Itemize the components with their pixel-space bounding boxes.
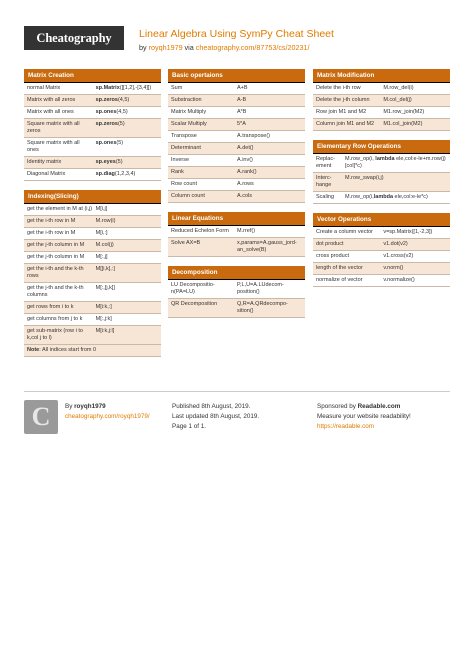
updated-date: Last updated 8th August, 2019. xyxy=(172,413,260,420)
row-value: M.col(j) xyxy=(95,242,114,248)
row-value: M1.col_join(M2) xyxy=(383,121,423,127)
column-3 xyxy=(313,69,450,296)
row-key: Reduced Echelon Form xyxy=(171,228,229,234)
row-key: LU Decompositio-n(PA=LU) xyxy=(171,282,215,295)
table-row xyxy=(313,239,450,251)
sponsor-line: Sponsored by Readable.com xyxy=(317,403,401,410)
row-key: get sub-matrix (row i to k,col j to l) xyxy=(27,328,83,341)
table-row xyxy=(313,263,450,275)
row-key: Row join M1 and M2 xyxy=(316,109,367,115)
author-avatar[interactable] xyxy=(24,400,58,434)
table-row xyxy=(24,264,161,283)
row-key: Transpose xyxy=(171,133,197,139)
sponsor-url[interactable]: https://readable.com xyxy=(317,423,375,430)
table-row xyxy=(168,95,305,107)
row-key: get the i-th and the k-th rows xyxy=(27,266,84,279)
author-link[interactable]: royqh1979 xyxy=(148,43,183,52)
table-row xyxy=(313,251,450,263)
table-row xyxy=(313,119,450,131)
row-key: get the i-th row in M xyxy=(27,218,76,224)
row-key: get the j-th column in M xyxy=(27,242,85,248)
row-key: Create a column vector xyxy=(316,229,373,235)
sheet-url-link[interactable]: cheatography.com/87753/cs/20231/ xyxy=(195,43,310,52)
row-value: sp.ones(4,5) xyxy=(95,109,128,115)
table-row xyxy=(24,240,161,252)
row-value: M.row_op(i, lambda ele,col:e-le+m.row(j)[col]*c) xyxy=(345,156,446,169)
row-value: A.inv() xyxy=(237,157,253,163)
basic-operations-section xyxy=(168,69,305,203)
row-value: M.row(i) xyxy=(95,218,116,224)
table-row xyxy=(313,95,450,107)
row-value: M.rref() xyxy=(237,228,256,234)
row-value: A.det() xyxy=(237,145,254,151)
footer-divider xyxy=(24,391,450,392)
table-row xyxy=(168,131,305,143)
row-key: Square matrix with all zeros xyxy=(27,121,80,134)
table-row xyxy=(24,216,161,228)
row-value: M[i:k,j:l] xyxy=(95,328,115,334)
table-row xyxy=(24,138,161,157)
linear-equations-section xyxy=(168,212,305,257)
row-key: get the i-th row in M xyxy=(27,230,76,236)
row-value: sp.Matrix([[1,2],-[3,4]]) xyxy=(95,85,152,91)
section-title: Linear Equations xyxy=(168,212,305,226)
matrix-creation-section xyxy=(24,69,161,181)
row-key: Delete the j-th column xyxy=(316,97,370,103)
page-title: Linear Algebra Using SymPy Cheat Sheet xyxy=(139,28,334,40)
row-key: Matrix with all ones xyxy=(27,109,74,115)
footer-dates xyxy=(172,402,259,432)
row-key: Column count xyxy=(171,193,205,199)
table-row xyxy=(313,192,450,204)
indexing-note: Note: All indices start from 0 xyxy=(24,345,161,357)
table-row xyxy=(168,280,305,299)
elementary-row-operations-section xyxy=(313,140,450,204)
row-key: cross product xyxy=(316,253,350,259)
row-key: Matrix with all zeros xyxy=(27,97,76,103)
table-row xyxy=(24,83,161,95)
row-key: Rank xyxy=(171,169,184,175)
table-row xyxy=(313,173,450,192)
row-value: sp.zeros(4,5) xyxy=(95,97,130,103)
table-row xyxy=(168,238,305,257)
row-key: Diagonal Matrix xyxy=(27,171,66,177)
row-key: Column join M1 and M2 xyxy=(316,121,375,127)
table-row xyxy=(168,191,305,203)
table-row xyxy=(24,107,161,119)
table-row xyxy=(24,326,161,345)
table-row xyxy=(313,107,450,119)
row-value: sp.zeros(5) xyxy=(95,121,125,127)
row-value: A.rows xyxy=(237,181,254,187)
row-key: length of the vector xyxy=(316,265,363,271)
row-key: get the element in M at (i,j) xyxy=(27,206,93,212)
section-title: Vector Operations xyxy=(313,213,450,227)
row-value: x,params=A.gauss_jord-an_solve(B) xyxy=(237,240,297,253)
table-row xyxy=(24,119,161,138)
table-row xyxy=(168,226,305,238)
page-number: Page 1 of 1. xyxy=(172,423,206,430)
sponsor-text: Measure your website readability! xyxy=(317,413,411,420)
table-row xyxy=(24,95,161,107)
row-value: M[i,:] xyxy=(95,230,108,236)
row-key: get columns from j to k xyxy=(27,316,83,322)
table-row xyxy=(168,119,305,131)
footer-by-line: By royqh1979 xyxy=(65,403,106,410)
table-row xyxy=(168,107,305,119)
published-date: Published 8th August, 2019. xyxy=(172,403,251,410)
footer-author xyxy=(65,402,150,422)
row-key: get the j-th and the k-th columns xyxy=(27,285,84,298)
row-value: sp.ones(5) xyxy=(95,140,124,146)
row-key: Scalar Multiply xyxy=(171,121,207,127)
avatar-letter: C xyxy=(31,402,51,431)
table-row xyxy=(313,154,450,173)
row-value: M.row_op(i,lambda ele,col:e-le*c) xyxy=(345,194,428,200)
row-value: v1.cross(v2) xyxy=(383,253,414,259)
row-key: Scaling xyxy=(316,194,335,200)
section-title: Indexing(Slicing) xyxy=(24,190,161,204)
row-value: M.row_del(i) xyxy=(383,85,414,91)
table-row xyxy=(168,299,305,318)
by-prefix: by xyxy=(139,43,149,52)
row-key: Square matrix with all ones xyxy=(27,140,80,153)
row-value: A.cols xyxy=(237,193,252,199)
row-value: M[i,j] xyxy=(95,206,108,212)
row-value: A.transpose() xyxy=(237,133,271,139)
section-title: Basic opertaions xyxy=(168,69,305,83)
row-key: Substraction xyxy=(171,97,202,103)
table-row xyxy=(168,167,305,179)
byline xyxy=(139,43,310,52)
row-value: sp.eyes(5) xyxy=(95,159,123,165)
row-value: v=sp.Matrix([1,-2,3]) xyxy=(383,229,433,235)
row-key: get rows from i to k xyxy=(27,304,74,310)
row-value: M[:,[j,k]] xyxy=(95,285,115,291)
decomposition-section xyxy=(168,266,305,318)
row-key: Sum xyxy=(171,85,183,91)
matrix-modification-section xyxy=(313,69,450,131)
column-1 xyxy=(24,69,161,366)
table-row xyxy=(24,302,161,314)
table-row xyxy=(24,252,161,264)
section-title: Matrix Modification xyxy=(313,69,450,83)
table-row xyxy=(24,157,161,169)
footer-author-name: royqh1979 xyxy=(74,403,106,410)
table-row xyxy=(24,314,161,326)
row-value: v1.dot(v2) xyxy=(383,241,408,247)
indexing-section xyxy=(24,190,161,357)
row-value: M[:,j] xyxy=(95,254,108,260)
row-key: Matrix Multiply xyxy=(171,109,207,115)
cheatography-logo[interactable]: Cheatography xyxy=(24,26,124,50)
row-value: A+B xyxy=(237,85,248,91)
row-key: Row count xyxy=(171,181,197,187)
row-key: normalize of vector xyxy=(316,277,363,283)
row-value: P,L,U=A.LUdecom-position() xyxy=(237,282,284,295)
table-row xyxy=(313,83,450,95)
row-key: QR Decomposition xyxy=(171,301,218,307)
column-2 xyxy=(168,69,305,327)
row-key: Delete the i-th row xyxy=(316,85,361,91)
table-row xyxy=(168,83,305,95)
section-title: Decomposition xyxy=(168,266,305,280)
row-key: Interc-hange xyxy=(316,175,332,188)
table-row xyxy=(168,179,305,191)
row-key: Replac-ement xyxy=(316,156,335,169)
footer-author-url[interactable]: cheatography.com/royqh1979/ xyxy=(65,413,150,420)
table-row xyxy=(24,228,161,240)
table-row xyxy=(24,283,161,302)
row-value: A*B xyxy=(237,109,247,115)
vector-operations-section xyxy=(313,213,450,287)
row-key: Solve AX=B xyxy=(171,240,201,246)
row-key: get the j-th column in M xyxy=(27,254,85,260)
row-value: M.col_del(j) xyxy=(383,97,412,103)
row-key: Inverse xyxy=(171,157,190,163)
row-value: M[i:k,:] xyxy=(95,304,112,310)
row-value: v.norm() xyxy=(383,265,404,271)
row-value: 5*A xyxy=(237,121,246,127)
row-value: M[:,j:k] xyxy=(95,316,112,322)
sponsor-name[interactable]: Readable.com xyxy=(357,403,401,410)
row-value: M[[i,k],:] xyxy=(95,266,115,272)
section-title: Elementary Row Operations xyxy=(313,140,450,154)
row-value: M.row_swap(i,j) xyxy=(345,175,384,181)
via-text: via xyxy=(182,43,196,52)
header xyxy=(0,0,474,64)
table-row xyxy=(24,204,161,216)
row-value: A.rank() xyxy=(237,169,257,175)
row-value: A-B xyxy=(237,97,247,103)
row-value: Q,R=A.QRdecompo-sition() xyxy=(237,301,288,314)
table-row xyxy=(313,275,450,287)
table-row xyxy=(168,155,305,167)
row-value: M1.row_join(M2) xyxy=(383,109,425,115)
section-title: Matrix Creation xyxy=(24,69,161,83)
table-row xyxy=(24,169,161,181)
footer-sponsor xyxy=(317,402,411,432)
row-key: Identity matrix xyxy=(27,159,62,165)
table-row xyxy=(168,143,305,155)
row-key: dot product xyxy=(316,241,344,247)
row-key: Determinant xyxy=(171,145,201,151)
table-row xyxy=(313,227,450,239)
row-value: v.normalize() xyxy=(383,277,415,283)
row-key: normal Matrix xyxy=(27,85,61,91)
row-value: sp.diag(1,2,3,4) xyxy=(95,171,136,177)
